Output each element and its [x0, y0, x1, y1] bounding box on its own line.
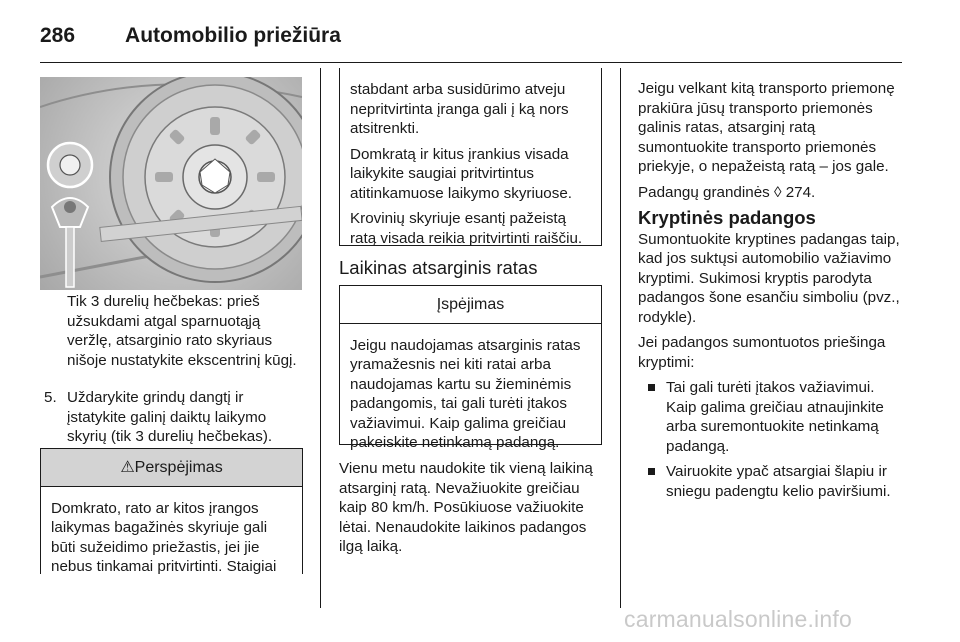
warning-text: Jeigu naudojamas atsarginis ratas yramažesnis nei kiti ratai arba naudojamas kartu su žieminėmis padangomis, tai gali turėti įtakos važiavimui. Kaip galima greičiau pakeiskite netinkamą padangą.: [350, 336, 581, 451]
warning-box: [339, 285, 602, 451]
reference-page[interactable]: 274.: [785, 183, 816, 201]
towing-paragraph: Jeigu velkant kitą transporto priemonę prakiūra jūsų transporto priemonės galinis ratas, atsarginį ratą sumontuokite transporto priemonės priekyje, o nepažeistą ratą – jos gale.: [638, 80, 895, 175]
subsection-title: Kryptinės padangos: [638, 207, 816, 228]
bullet-square-icon: [648, 384, 655, 391]
column-divider: [620, 68, 621, 608]
watermark: carmanualsonline.info: [624, 606, 852, 632]
caution-title: Perspėjimas: [134, 459, 223, 476]
page-header: [40, 24, 341, 48]
caution-cont-paragraph: stabdant arba susidūrimo atveju nepritvirtinta įranga gali į ką nors atsitrenkti.: [350, 81, 569, 137]
spare-wheel-paragraph: Vienu metu naudokite tik vieną laikiną atsarginį ratą. Nevažiuokite greičiau kaip 80 km/h. Posūkiuose važiuokite lėtai. Nenaudokite laikinos padangos ilgą laiką.: [339, 460, 593, 555]
column-divider: [320, 68, 321, 608]
figure-caption: Tik 3 durelių hečbekas: prieš užsukdami atgal sparnuotąją veržlę, atsarginio rato skyriaus nišoje nustatykite ekscentrinį kūgį.: [67, 293, 297, 369]
list-item: Vairuokite ypač atsargiai šlapiu ir sniegu padengtu kelio paviršiumi.: [638, 462, 906, 501]
caution-box: [40, 448, 303, 574]
caution-header: [41, 449, 302, 487]
page-number: 286: [40, 24, 76, 47]
page-title: Automobilio priežiūra: [125, 24, 341, 47]
bullet-list: [638, 378, 906, 501]
bullet-square-icon: [648, 468, 655, 475]
step-number: 5.: [44, 389, 57, 406]
caution-text: Domkrato, rato ar kitos įrangos laikymas bagažinės skyriuje gali būti sužeidimo priežastis, jei jie nebus tinkamai pritvirtinti. Staigiai: [51, 499, 277, 575]
page-reference-icon: ◊: [773, 183, 782, 201]
warning-title: Įspėjimas: [340, 286, 601, 324]
caution-cont-paragraph: Krovinių skyriuje esantį pažeistą ratą visada reikia pritvirtinti raiščiu.: [350, 210, 583, 247]
warning-triangle-icon: ⚠: [120, 459, 135, 476]
step-text: Uždarykite grindų dangtį ir įstatykite galinį daiktų laikymo skyrių (tik 3 durelių hečbekas).: [67, 389, 273, 445]
header-rule: [40, 62, 902, 63]
list-item: Tai gali turėti įtakos važiavimui. Kaip galima greičiau atnaujinkite arba suremontuokite netinkamą padangą.: [638, 378, 906, 456]
reference-text: Padangų grandinės: [638, 183, 770, 201]
caution-cont-paragraph: Domkratą ir kitus įrankius visada laikykite saugiai pritvirtintus atitinkamuose laikymo skyriuose.: [350, 145, 572, 202]
reverse-mounting-paragraph: Jei padangos sumontuotos priešinga kryptimi:: [638, 334, 886, 371]
section-title: Laikinas atsarginis ratas: [339, 257, 538, 278]
step-5: [40, 388, 305, 447]
snow-chains-reference: [638, 183, 906, 203]
spare-wheel-illustration: [40, 77, 302, 290]
caution-box-continued: [339, 68, 602, 246]
directional-tyres-paragraph: Sumontuokite kryptines padangas taip, kad jos suktųsi automobilio važiavimo kryptimi. Sukimosi kryptis parodyta padangos šone esančiu simboliu (pvz., rodykle).: [638, 230, 900, 326]
